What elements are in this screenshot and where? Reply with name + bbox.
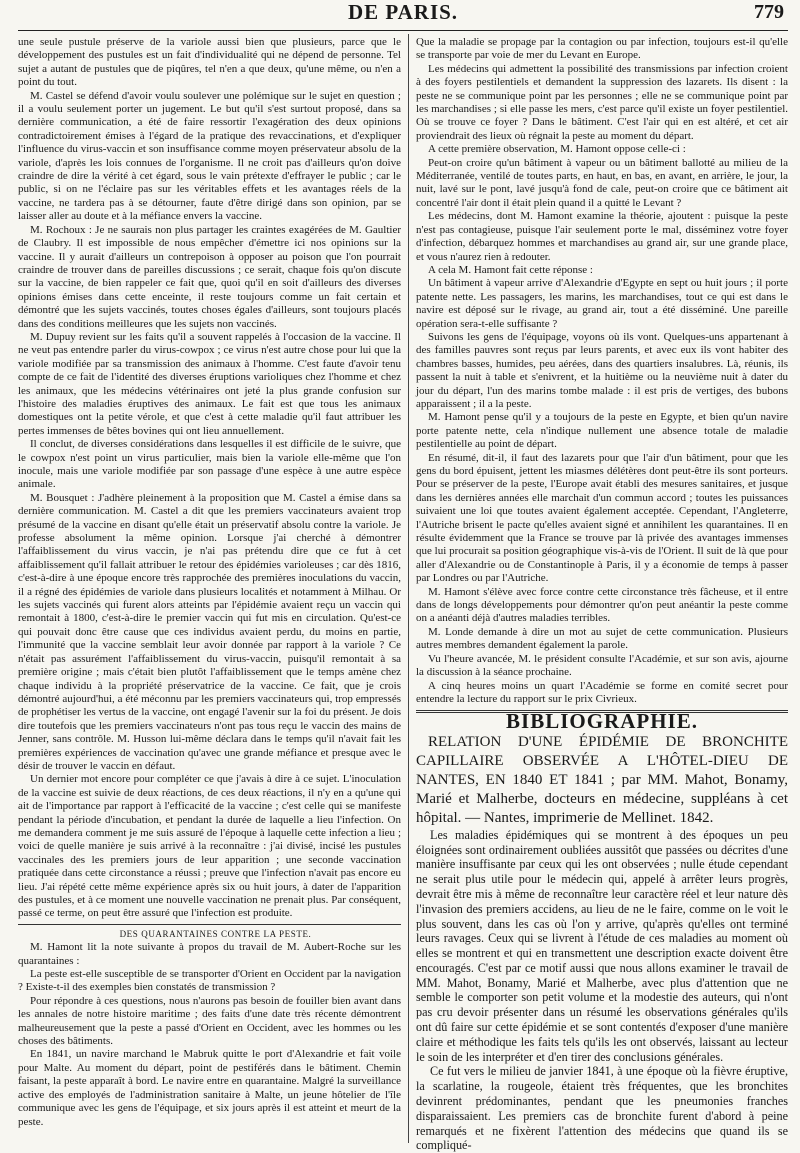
- paragraph: Que la maladie se propage par la contagion ou par infection, toujours est-il qu'elle se transporte par voie de mer du Levant en Europe.: [416, 36, 788, 62]
- paragraph: Peut-on croire qu'un bâtiment à vapeur ou un bâtiment ballotté au milieu de la Méditerranée, ventilé de toutes parts, en haut, en bas, en avant, en arrière, le jour, la nuit, lavé sur le pont, lavé jusqu'à fond de cale, peut-on croire que ce bâtiment ait concentré l'air dont il était plein quand il a quitté le Levant ?: [416, 156, 788, 209]
- paragraph: M. Hamont lit la note suivante à propos du travail de M. Aubert-Roche sur les quarantaines :: [18, 941, 401, 967]
- paragraph: A cela M. Hamont fait cette réponse :: [428, 263, 593, 276]
- paragraph: Les médecins qui admettent la possibilité des transmissions par infection croient à des foyers pestilentiels et demandent la suppression des lazarets. Ils disent : la peste ne se communique point par les personnes ; elle ne se communique point par les marchandises ; si elle passe les mers, c'est parce qu'il existe un foyer pestilentiel. Où se trouve ce foyer ? Dans le bâtiment. C'est l'air qui en est altéré, et cet air proviendrait des lieux où régnait la peste au moment du départ.: [416, 62, 788, 142]
- paragraph: Ce fut vers le milieu de janvier 1841, à une époque où la fièvre éruptive, la scarlatine, la rougeole, étaient très fréquentes, que les bronchites devinrent prédominantes, pendant que les pneumonies franches disparaissaient. Les premiers cas de bronchite furent d'abord à peine remarqués et ne fixèrent l'attention des médecins que quand ils se compliqué-: [416, 1064, 788, 1153]
- paragraph: M. Londe demande à dire un mot au sujet de cette communication. Plusieurs autres membres demandent également la parole.: [416, 625, 788, 652]
- running-head-title: DE PARIS.: [347, 0, 459, 24]
- paragraph: une seule pustule préserve de la variole aussi bien que plusieurs, parce que le développement des pustules est un fait d'individualité qui ne dépend de personne. Tel sujet a autant de pustules que de piqûres, tel n'en a que deux, qu'une même, ou n'en a point du tout.: [18, 36, 401, 89]
- paragraph: Un bâtiment à vapeur arrive d'Alexandrie d'Egypte en sept ou huit jours ; il porte patente nette. Les passagers, les marins, les marchandises, tout ce qui est dans le navire est déposé sur le rivage, au grand air, tout a été disséminé. Une pareille opération sera-t-elle suffisante ?: [416, 277, 788, 330]
- paragraph: Un dernier mot encore pour compléter ce que j'avais à dire à ce sujet. L'inoculation de la vaccine est suivie de deux réactions, de ces deux réactions, il n'y en a qu'une qui ait de l'importance par rapport à l'efficacité de la vaccine ; c'est celle qui se manifeste pendant la période d'incubation, et pendant la durée de laquelle a lieu l'infection. On me demandera comment je me suis assuré de l'époque à laquelle cette infection a lieu ; voici de quelle manière je suis arrivé à la reconnaître : j'ai divisé, incisé les pustules vaccinales des les premiers jours de leur apparition ; une seconde vaccination pratiquée dans cette circonstance a réussi ; preuve que l'infection n'avait pas encore eu lieu. J'ai répété cette même expérience après six ou huit jours, à dater de l'apparition des pustules, et à ce moment une nouvelle vaccination ne prenait plus. Par conséquent, passé ce terme, on peut être assuré que l'infection est produite.: [18, 773, 401, 920]
- right-column: [416, 36, 788, 1153]
- paragraph: Il conclut, de diverses considérations dans lesquelles il est difficile de le suivre, que le cowpox n'est point un virus particulier, mais bien la variole elle-même que l'on inocule, mais une variole modifiée par son passage d'une espèce à une autre espèce animale.: [18, 438, 401, 491]
- paragraph: Les médecins, dont M. Hamont examine la théorie, ajoutent : puisque la peste n'est pas contagieuse, puisque l'air seulement porte le mal, disséminez votre foyer d'infection, débarquez hommes et marchandises au grand air, sur une grande place, et vous n'aurez rien à redouter.: [416, 210, 788, 263]
- paragraph: M. Rochoux : Je ne saurais non plus partager les craintes exagérées de M. Gaultier de Claubry. Il est impossible de nous empêcher d'émettre ici nos opinions sur la vaccine. Il y aurait d'ailleurs un contrepoison à opposer au poison que l'on pourrait craindre de trouver dans de pareilles discussions ; ce serait, chaque fois qu'on discute sur la vaccine, de bien rappeler ce fait que, quoi qu'il en soit d'ailleurs des diverses opinions émises dans cette enceinte, il reste toujours comme un fait certain et démontré que les sujets vaccinés, toutes choses égales d'ailleurs, sont toujours placés dans des conditions meilleures que les sujets non vaccinés.: [18, 223, 401, 330]
- page-number: 779: [754, 1, 784, 23]
- section-rule: [18, 924, 401, 925]
- column-divider: [408, 34, 409, 1143]
- paragraph: M. Bousquet : J'adhère pleinement à la proposition que M. Castel a émise dans sa dernière communication. M. Castel a dit que les premiers vaccinateurs avaient trop présumé de la vaccine en disant qu'elle était un préservatif absolu contre la variole. Je professe absolument la même opinion. Lorsque j'ai cherché à démontrer l'affaiblissement du virus vaccin, je n'ai pas prétendu dire que ce fut à cet affaiblissement qu'il fallait attribuer le retour des épidémies varioleuses ; car dès 1816, c'est-à-dire à une époque encore très rapprochée des premières inoculations du vaccin, il a régné des épidémies de variole dans plusieurs localités et notamment à Milhau. Or les sujets vaccinés qui furent alors atteints par l'épidémie avaient reçu un vaccin qui remontait à 1800, c'est-à-dire le premier vaccin qui fut mis en circulation. Qu'est-ce qui pouvait donc être cause que ces individus avaient perdu, du moins en partie, l'immunité que la vaccine semblait leur avoir donnée par rapport à la variole ? Ce n'était pas assurément l'affaiblissement du virus-vaccin, puisqu'il remontait à sa première origine ; mais c'était bien plutôt l'affaiblissement que le temps amène chez chaque individu à la propriété préservatrice de la vaccine. Ce fait, que je crois démontré aujourd'hui, a été méconnu par les premiers vaccinateurs qui, trop empressés de prophétiser les vertus de la vaccine, ont engagé l'avenir sur la foi du présent. Je dois dire toutefois que les premiers vaccinateurs n'ont pas tous reçu le vaccin des mains de Jenner, sans contrôle. M. Husson lui-même déclara dans le temps qu'il n'avait fait les premières expériences de vaccination qu'avec une grande méfiance et presque avec le désir de trouver le vaccin en défaut.: [18, 491, 401, 772]
- bibliography-title: RELATION D'UNE ÉPIDÉMIE DE BRONCHITE CAPILLAIRE OBSERVÉE A L'HÔTEL-DIEU DE NANTES, EN 1840 ET 1841 ; par MM. Mahot, Bonamy, Marié et Malherbe, docteurs en médecine, suppléans à cet hôpital. — Nantes, imprimerie de Mellinet. 1842.: [416, 733, 788, 826]
- paragraph: M. Dupuy revient sur les faits qu'il a souvent rappelés à l'occasion de la vaccine. Il ne veut pas entendre parler du virus-cowpox ; ce virus n'est autre chose pour lui que la variole modifiée par sa transmission des animaux à l'homme. C'est faute d'avoir tenu compte de ce fait de l'identité des diverses éruptions varioliques chez l'homme et chez les animaux, que les médecins vétérinaires ont jeté la plus grande confusion sur l'histoire des maladies éruptives des animaux. Le fait est que tous les animaux domestiques ont la petite vérole, et que c'est à cette maladie qu'il faut attribuer les pertes immenses de bêtes bovines qui ont lieu annuellement.: [18, 330, 401, 437]
- paragraph: Suivons les gens de l'équipage, voyons où ils vont. Quelques-uns appartenant à des familles pauvres sont reçus par leurs parents, et avec eux ils vont habiter des chambres basses, humides, peu aérées, dans des quartiers insalubres. Là, réunis, ils passent la nuit à table et s'enivrent, et la huitième ou la neuvième nuit à dater du jour du départ, l'un des marins tombe malade : il est pris de vertiges, des bubons apparaissent ; il a la peste.: [416, 330, 788, 410]
- page-header: [18, 0, 788, 31]
- paragraph: M. Hamont s'élève avec force contre cette circonstance très fâcheuse, et il entre dans de longs développements pour démontrer qu'on peut anéantir la peste comme on a anéanti déjà d'autres maladies terribles.: [416, 585, 788, 625]
- paragraph: Les maladies épidémiques qui se montrent à des époques un peu éloignées sont ordinairement oubliées aussitôt que passées ou décrites d'une manière insuffisante par ceux qui les ont observées ; nulle étude cependant ne serait plus utile pour le médecin qui, appelé à arrêter leurs progrès, devrait être mis à même de reconnaître leur caractère réel et leur nature dès l'invasion des premiers accidens, au lieu de ne le faire, comme on le voit le plus souvent, dans les cas où l'on y arrive, qu'après qu'elles ont terminé leurs ravages. Ceux qui se livrent à l'étude de ces maladies au moment où elles se montrent et qui en transmettent une description exacte doivent être encouragés. C'est par ce motif aussi que nous allons examiner le travail de MM. Mahot, Bonamy, Marié et Malherbe, avec plus d'attention que ne semble le comporter son petit volume et la modestie des auteurs, qui n'ont pas cru devoir présenter dans un résumé les observations générales qu'ils ont dû faire sur cette épidémie et se sont contentés d'exposer d'une manière claire et méthodique les faits tels qu'ils les ont observés, laissant au lecteur le soin de les interpréter et d'en tirer des conclusions générales.: [416, 827, 788, 1064]
- paragraph: M. Castel se défend d'avoir voulu soulever une polémique sur le sujet en question ; il a voulu seulement porter un jugement. Le but qu'il s'est surtout proposé, dans sa dernière communication, a été de faire ressortir l'exagération des deux opinions contradictoirement émises à l'égard de la pratique des revaccinations, et d'expliquer l'influence du virus-vaccin et son insuffisance comme moyen préservateur absolu de la variole, d'après les lois connues de l'organisme. Il ne croit pas d'ailleurs qu'on doive craindre de dire la vérité à cet égard, sous le vain prétexte d'effrayer le public ; car le public, si on ne l'éclaire pas sur les véritables effets et les avantages réels de la vaccine, ne tardera pas à se détourner, faute d'être dirigé dans son opinion, par se laisser aller au doute et à la méfiance envers la vaccine.: [18, 89, 401, 223]
- bibliography-heading: BIBLIOGRAPHIE.: [506, 709, 698, 734]
- paragraph: A cette première observation, M. Hamont oppose celle-ci :: [428, 143, 686, 156]
- paragraph: M. Hamont pense qu'il y a toujours de la peste en Egypte, et bien qu'un navire porte patente nette, cela n'indique nullement une absence totale de maladie pestilentielle au point de départ.: [416, 411, 788, 451]
- paragraph: En 1841, un navire marchand le Mabruk quitte le port d'Alexandrie et fait voile pour Malte. Au moment du départ, point de pestiférés dans le bâtiment. Chemin faisant, la peste apparaît à bord. Le navire entre en quarantaine. Malgré la surveillance active des employés de l'administration sanitaire à Malte, un jeune hôtelier de l'île communique avec les gens de l'équipage, et six jours après il est atteint et meurt de la peste.: [18, 1048, 401, 1128]
- bibliography-body: [416, 828, 788, 1153]
- section-title: DES QUARANTAINES CONTRE LA PESTE.: [119, 928, 312, 939]
- left-column: [18, 36, 401, 1143]
- paragraph: La peste est-elle susceptible de se transporter d'Orient en Occident par la navigation ? Existe-t-il des exemples bien constatés de transmission ?: [18, 968, 401, 994]
- paragraph: Pour répondre à ces questions, nous n'aurons pas besoin de fouiller bien avant dans les annales de notre histoire maritime ; des faits d'une date très récente démontrent malheureusement que la peste a passé d'Orient en Occident, avec les hommes ou les choses des bâtiments.: [18, 994, 401, 1048]
- paragraph: Vu l'heure avancée, M. le président consulte l'Académie, et sur son avis, ajourne la discussion à la séance prochaine.: [416, 652, 788, 679]
- paragraph: A cinq heures moins un quart l'Académie se forme en comité secret pour entendre la lecture du rapport sur le prix Civrieux.: [416, 679, 788, 705]
- paragraph: En résumé, dit-il, il faut des lazarets pour que l'air d'un bâtiment, pour que les gens du bord épuisent, jettent les miasmes délétères dont peut-être ils sont porteurs. Pour se préserver de la peste, l'Europe avait établi des mesures sanitaires, et jusque dans les dernières années elle marchait d'un commun accord ; toutes les puissances suivaient une loi que toutes avaient également acceptée. Cependant, l'Angleterre, l'Autriche brisent le pacte qu'elles avaient signé et annihilent les quarantaines. Il en résulte évidemment que la France se trouve par là privée des avantages immenses que lui procurait sa position géographique vis-à-vis de l'Orient. Il suit de là que pour aller d'Alexandrie ou de Constantinople à Paris, il y a économie de temps à passer par Londres ou par l'Autriche.: [416, 451, 788, 585]
